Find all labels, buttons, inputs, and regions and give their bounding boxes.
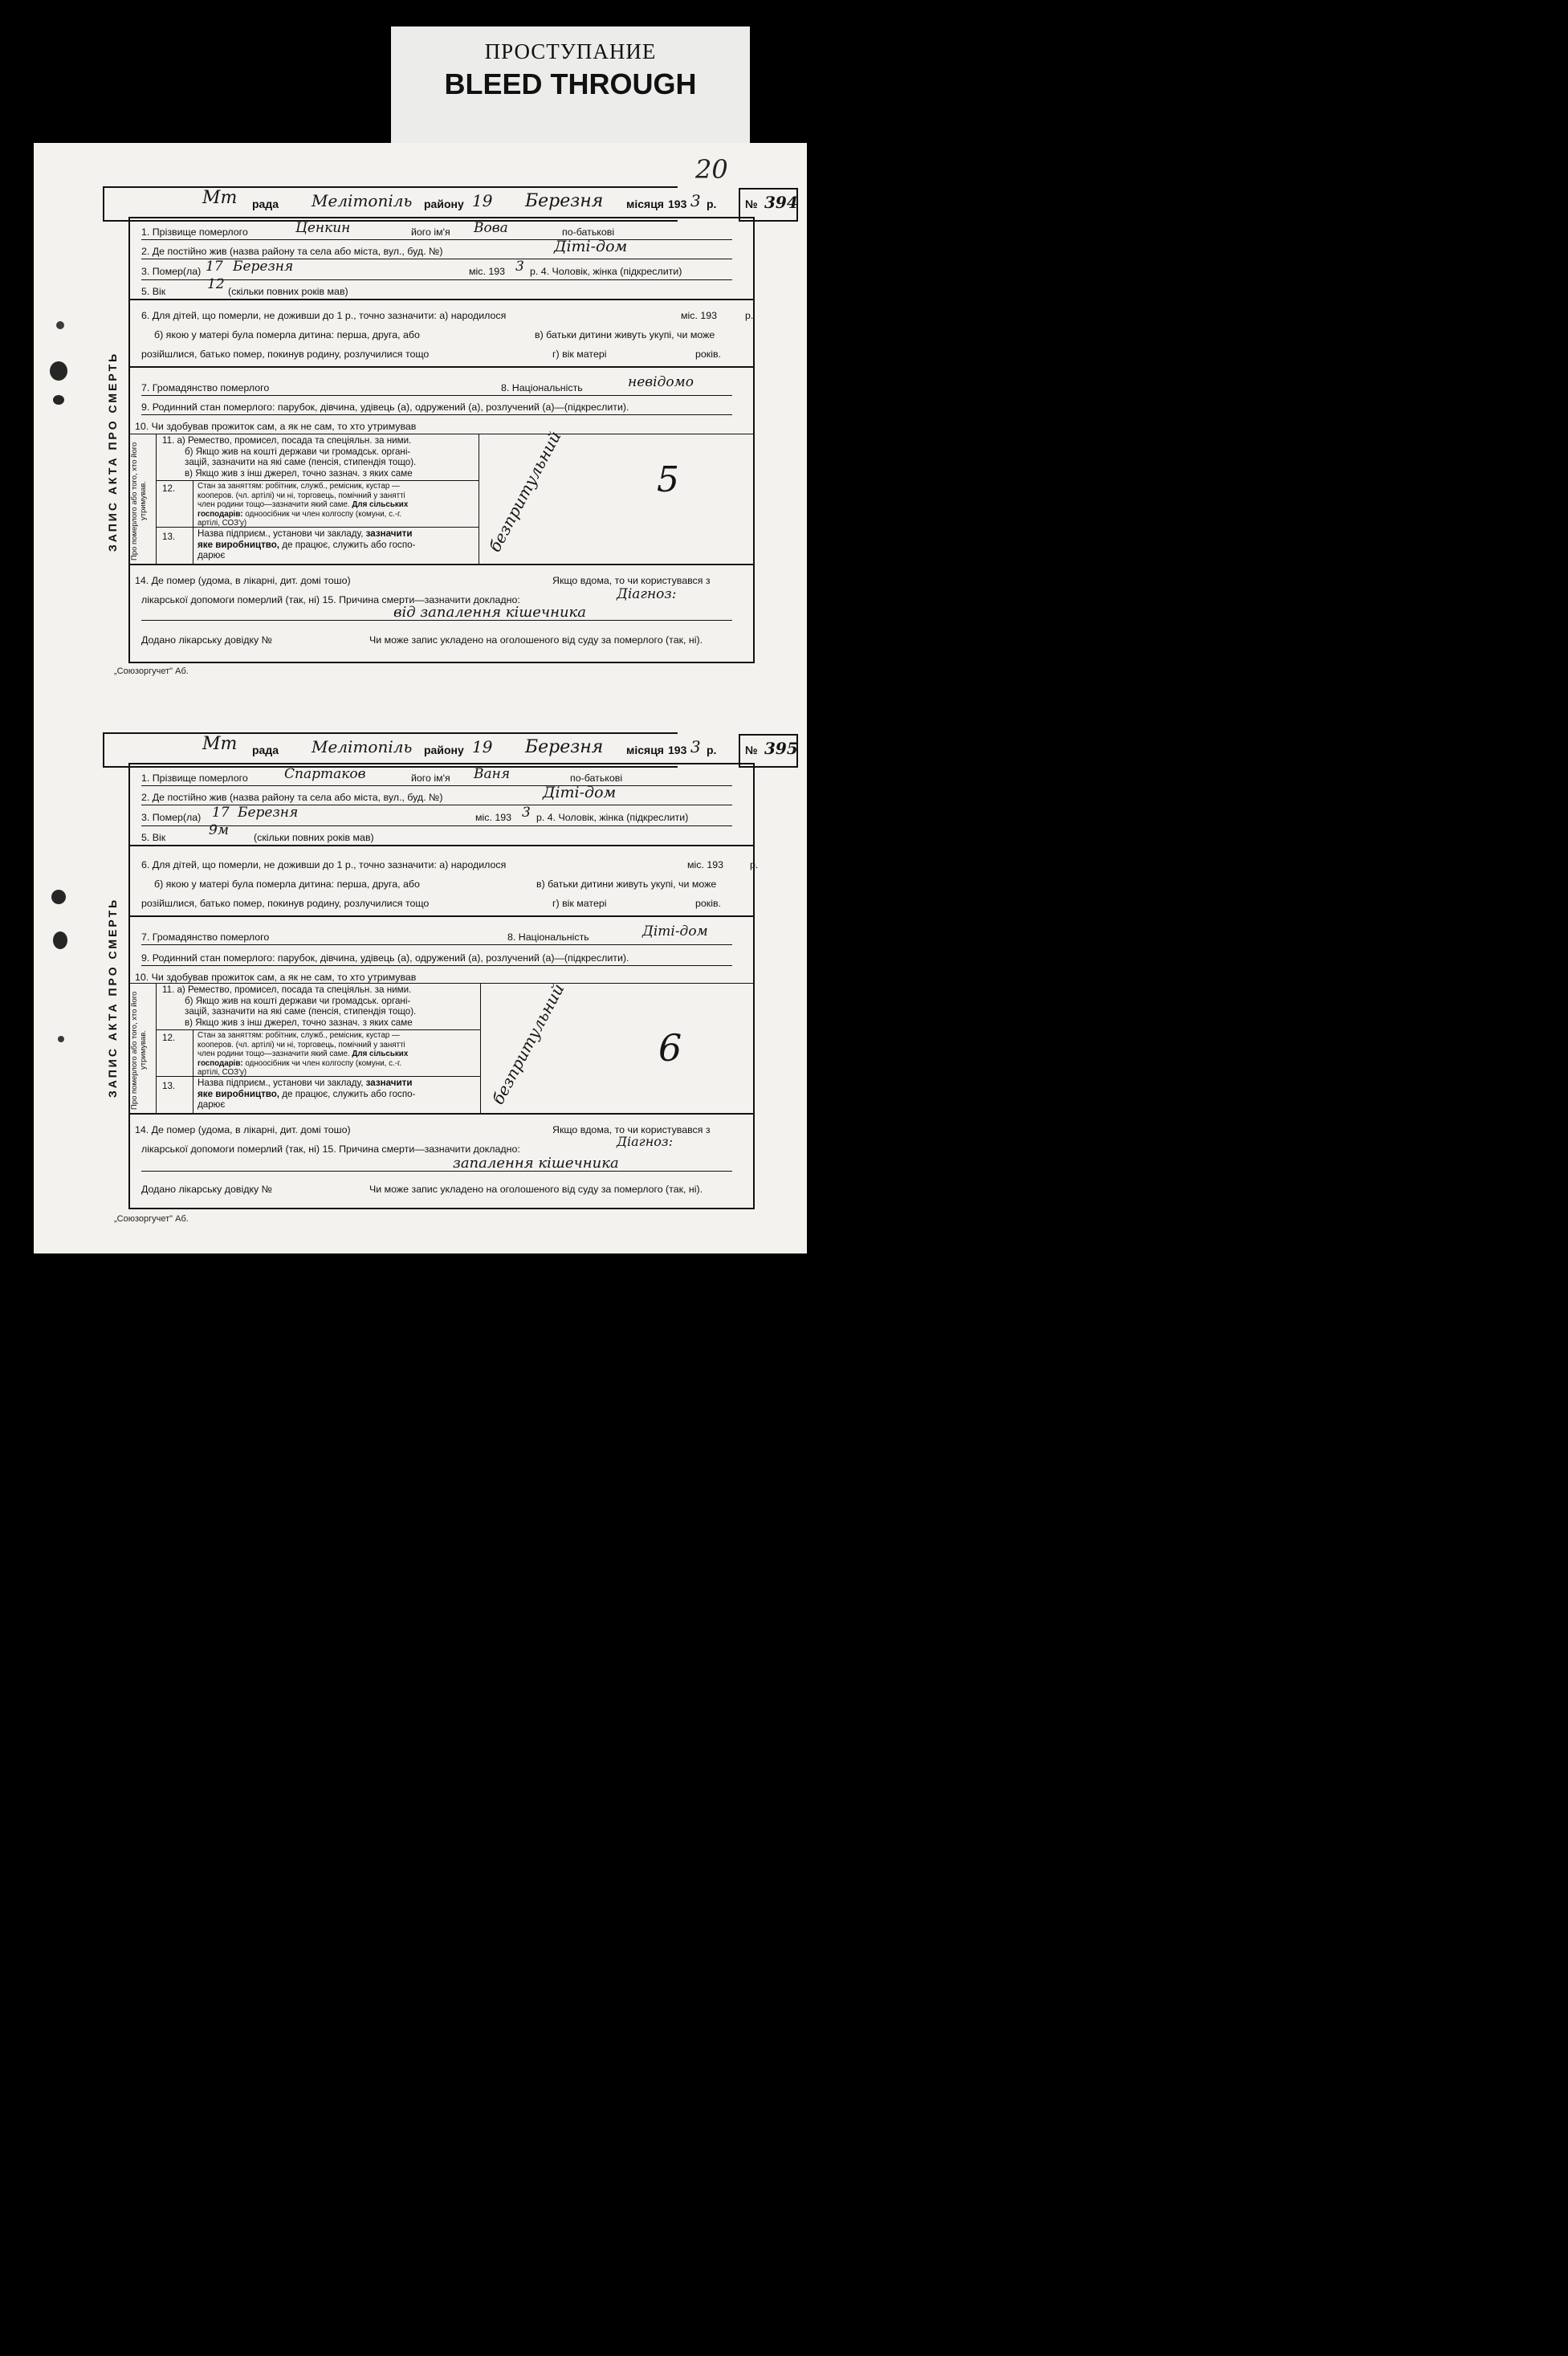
death-month-handwritten: Березня (233, 259, 294, 275)
age-note: (скільки повних років мав) (254, 832, 374, 843)
surname-label: 1. Прізвище померлого (141, 772, 248, 784)
support-label: 10. Чи здобував прожиток сам, а як не сам, то хто утримував (135, 972, 417, 983)
year-label: 193 (668, 744, 687, 756)
death-date-label: 3. Помер(ла) (141, 812, 202, 823)
raion-handwritten: Мелітопіль (312, 191, 413, 210)
child-born-year: р. (745, 310, 754, 321)
parents-label: в) батьки дитини живуть укупі, чи може (535, 329, 715, 340)
field-13-line3: дарює (198, 1099, 226, 1110)
nationality-label: 8. Національність (507, 931, 589, 943)
rule (128, 1113, 755, 1115)
printer-mark: „Союзоргучет" Аб. (114, 666, 189, 676)
patronymic-label: по-батькові (570, 772, 623, 784)
field-11b-line2: зацій, зазначити на які саме (пенсія, стипендія тощо). (185, 1006, 417, 1017)
first-name-handwritten: Вова (474, 220, 508, 236)
field-13-text (198, 528, 415, 561)
parents-label: в) батьки дитини живуть укупі, чи може (536, 878, 717, 890)
death-month-label: міс. 193 (475, 812, 512, 823)
mother-age-years: років. (695, 349, 721, 360)
age-label: 5. Вік (141, 286, 166, 297)
citizenship-label: 7. Громадянство померлого (141, 382, 270, 393)
court-record-label: Чи може запис укладено на оголошеного від суду за померлого (так, ні). (369, 634, 703, 646)
day-handwritten: 19 (472, 737, 493, 756)
field-13-line2b: де працює, служить або госпо- (282, 539, 416, 550)
home-death-label: Якщо вдома, то чи користувався з (552, 575, 711, 586)
field-11b-line1: б) Якщо жив на коштi держави чи громадськ. органі- (185, 995, 411, 1006)
cause-label: лікарської допомоги померлий (так, ні) 15. Причина смерти—зазначити докладно: (141, 1143, 520, 1155)
field-12-line4b: одноосібник чи член колгоспу (комуни, с.-г. (245, 509, 402, 519)
field-12-text (198, 482, 408, 528)
bleed-through-banner (391, 26, 750, 143)
death-record-2 (103, 732, 798, 1224)
year-suffix: р. (707, 198, 717, 210)
field-13-line2b: де працює, служить або госпо- (282, 1088, 416, 1099)
field-12-line3b: Для сільських (352, 1050, 409, 1058)
mother-age-years: років. (695, 898, 721, 909)
binding-punch (58, 1036, 64, 1042)
surname-label: 1. Прізвище померлого (141, 226, 248, 238)
field-1 (141, 226, 248, 238)
field-13-line1b: зазначити (365, 528, 413, 539)
death-day-handwritten: 17 (212, 805, 230, 821)
printer-mark: „Союзоргучет" Аб. (114, 1214, 189, 1224)
field-11c: в) Якщо жив з інш джерел, точно зазнач. з яких саме (185, 467, 413, 479)
death-place-label: 14. Де помер (удома, в лікарні, дит. домі тошо) (135, 575, 351, 586)
rule (128, 564, 755, 565)
number-sign: № (745, 744, 758, 756)
field-13-line1a: Назва підприєм., установи чи закладу, (198, 1078, 364, 1088)
child-order-label: б) якою у матері була померла дитина: перша, друга, або (154, 878, 420, 890)
field-12-line4a: господарів: (198, 509, 243, 519)
field-12-number: 12. (162, 1033, 176, 1043)
residence-handwritten: Діті-дом (554, 238, 628, 255)
field-13-line1b: зазначити (365, 1078, 413, 1088)
sex-label: р. 4. Чоловік, жінка (підкреслити) (530, 266, 682, 277)
child-born-month: міс. 193 (687, 859, 724, 870)
cause-handwritten: запалення кішечника (453, 1155, 619, 1172)
parents-status-label: розійшлися, батько помер, покинув родину, розлучилися тощо (141, 898, 430, 909)
rada-label: рада (252, 744, 279, 756)
occupation-handwritten: безпритульний (488, 980, 568, 1108)
rule (156, 1076, 480, 1077)
number-sign: № (745, 198, 758, 210)
field-13-line2 (198, 540, 415, 551)
field-11 (162, 435, 416, 479)
field-13-number: 13. (162, 532, 176, 542)
field-12-line3a: член родини тощо—зазначити який саме. (198, 1050, 350, 1058)
child-born-label: 6. Для дітей, що померли, не доживши до 1 р., точно зазначити: а) народилося (141, 859, 507, 870)
child-born-label: 6. Для дітей, що померли, не доживши до 1 р., точно зазначити: а) народилося (141, 310, 507, 321)
month-handwritten: Березня (525, 737, 604, 757)
rule (141, 825, 732, 826)
month-handwritten: Березня (525, 191, 604, 211)
page-number: 20 (695, 154, 728, 185)
ink-blot (53, 931, 67, 949)
rule (128, 299, 755, 300)
rule (128, 983, 755, 984)
field-11a: 11. а) Ремество, промисел, посада та спеціяльн. за ними. (162, 435, 412, 446)
rule (128, 915, 755, 917)
field-13-line3: дарює (198, 550, 226, 560)
first-name-handwritten: Ваня (474, 766, 511, 782)
year-digit-handwritten: 3 (690, 191, 701, 210)
field-13-line2a: яке виробництво, (198, 539, 280, 550)
occupation-handwritten: безпритульний (485, 427, 565, 556)
field-12-line4b: одноосібник чи член колгоспу (комуни, с.-г. (245, 1058, 402, 1068)
field-13-line1 (198, 1078, 415, 1089)
rule (156, 434, 157, 564)
mother-age-label: г) вік матері (552, 898, 607, 909)
rule (141, 414, 732, 415)
raion-label: району (424, 198, 464, 210)
banner-line-cyrillic: ПРОСТУПАНИЕ (484, 39, 657, 63)
field-12-line3a: член родини тощо—зазначити який саме. (198, 500, 350, 509)
death-year-digit-handwritten: 3 (515, 259, 524, 275)
parents-status-label: розійшлися, батько помер, покинув родину, розлучилися тощо (141, 349, 430, 360)
death-month-handwritten: Березня (238, 805, 299, 821)
rule (156, 527, 479, 528)
rule (156, 1029, 480, 1030)
cause-prefix-handwritten: Діагноз: (617, 1134, 674, 1149)
rule (156, 983, 157, 1113)
rule (141, 395, 732, 396)
support-label: 10. Чи здобував прожиток сам, а як не сам, то хто утримував (135, 421, 417, 432)
act-number-handwritten: 395 (764, 739, 798, 758)
court-record-label: Чи може запис укладено на оголошеного від суду за померлого (так, ні). (369, 1184, 703, 1195)
death-month-label: міс. 193 (469, 266, 506, 277)
day-handwritten: 19 (472, 191, 493, 210)
first-name-label: його ім'я (411, 226, 450, 238)
death-record-1 (103, 186, 798, 676)
age-label: 5. Вік (141, 832, 166, 843)
death-year-digit-handwritten: 3 (522, 805, 531, 821)
rule (128, 845, 755, 846)
marital-status-label: 9. Родинний стан померлого: парубок, дівчина, удівець (а), одружений (а), розлучений (а)—(підкреслити). (141, 401, 629, 413)
rada-handwritten: Мт (202, 734, 238, 754)
age-note: (скільки повних років мав) (228, 286, 348, 297)
field-13-number: 13. (162, 1081, 176, 1091)
code-handwritten: 6 (658, 1026, 682, 1070)
death-day-handwritten: 17 (206, 259, 223, 275)
field-12-line3b: Для сільських (352, 500, 409, 509)
child-born-month: міс. 193 (681, 310, 718, 321)
medical-cert-label: Додано лікарську довідку № (141, 1184, 272, 1195)
side-note: Про померлого або того, хто його утримував. (130, 991, 148, 1110)
code-handwritten: 5 (657, 459, 679, 500)
field-12-number: 12. (162, 483, 176, 494)
year-label: 193 (668, 198, 687, 210)
field-11 (162, 984, 416, 1028)
field-11b-line1: б) Якщо жив на коштi держави чи громадськ. органі- (185, 446, 411, 457)
field-12-line4a: господарів: (198, 1058, 243, 1068)
surname-handwritten: Спартаков (284, 766, 366, 782)
month-label: місяця (626, 744, 664, 756)
year-digit-handwritten: 3 (690, 737, 701, 756)
rule (141, 1171, 732, 1172)
nationality-label: 8. Національність (501, 382, 583, 393)
ink-blot (51, 890, 66, 904)
act-number-handwritten: 394 (764, 193, 798, 212)
child-order-label: б) якою у матері була померла дитина: перша, друга, або (154, 329, 420, 340)
field-13-line1a: Назва підприєм., установи чи закладу, (198, 528, 364, 539)
binding-punch (56, 321, 64, 329)
rada-label: рада (252, 198, 279, 210)
rada-handwritten: Мт (202, 188, 238, 208)
rule (141, 944, 732, 945)
residence-handwritten: Діті-дом (543, 784, 617, 801)
field-12-line2: кооперов. (чл. артілі) чи ні, торговець, помічний у занятті (198, 491, 405, 500)
rule (156, 480, 479, 481)
nationality-handwritten: Діті-дом (642, 923, 708, 940)
death-place-label: 14. Де помер (удома, в лікарні, дит. домі тошо) (135, 1124, 351, 1135)
rule (128, 366, 755, 368)
side-title: ЗАПИС АКТА ПРО СМЕРТЬ (106, 351, 119, 552)
rule (141, 965, 732, 966)
medical-cert-label: Додано лікарську довідку № (141, 634, 272, 646)
sex-label: р. 4. Чоловік, жінка (підкреслити) (536, 812, 689, 823)
field-12-line5: артілі, СОЗ'у) (198, 1068, 247, 1077)
age-handwritten: 9м (209, 822, 229, 838)
cause-handwritten: від запалення кішечника (393, 604, 587, 621)
month-label: місяця (626, 198, 664, 210)
raion-handwritten: Мелітопіль (312, 737, 413, 756)
citizenship-label: 7. Громадянство померлого (141, 931, 270, 943)
mother-age-label: г) вік матері (552, 349, 607, 360)
surname-handwritten: Ценкин (295, 220, 351, 236)
field-12-line5: артілі, СОЗ'у) (198, 519, 247, 528)
banner-line-english: BLEED THROUGH (444, 67, 697, 100)
field-13-line2a: яке виробництво, (198, 1088, 280, 1099)
rule (141, 279, 732, 280)
age-handwritten: 12 (207, 276, 225, 292)
child-born-year: р. (750, 859, 759, 870)
cause-label: лікарської допомоги померлий (так, ні) 15. Причина смерти—зазначити докладно: (141, 594, 520, 605)
cause-prefix-handwritten: Діагноз: (617, 586, 677, 602)
field-13-line1 (198, 528, 415, 540)
field-12-line4 (198, 510, 408, 520)
rule (141, 239, 732, 240)
field-12-line2: кооперов. (чл. артілі) чи ні, торговець, помічний у занятті (198, 1040, 405, 1050)
field-12-line1: Стан за заняттям: робітник, служб., ремісник, кустар — (198, 1031, 400, 1040)
patronymic-label: по-батькові (562, 226, 615, 238)
field-11b-line2: зацій, зазначити на які саме (пенсія, стипендія тощо). (185, 457, 417, 467)
residence-label: 2. Де постійно жив (назва району та села або міста, вул., буд. №) (141, 246, 443, 257)
ink-blot (53, 395, 64, 405)
nationality-handwritten: невідомо (628, 374, 694, 390)
field-11c: в) Якщо жив з інш джерел, точно зазнач. з яких саме (185, 1017, 413, 1028)
side-note: Про померлого або того, хто його утримував. (130, 442, 148, 560)
death-date-label: 3. Помер(ла) (141, 266, 202, 277)
field-11a: 11. а) Ремество, промисел, посада та спеціяльн. за ними. (162, 984, 412, 995)
rule (141, 785, 732, 786)
first-name-label: його ім'я (411, 772, 450, 784)
year-suffix: р. (707, 744, 717, 756)
rule (480, 983, 481, 1113)
ink-blot (50, 361, 67, 381)
field-12-line4 (198, 1059, 408, 1069)
field-12-text (198, 1031, 408, 1078)
field-12-line3 (198, 500, 408, 510)
field-12-line3 (198, 1050, 408, 1059)
field-12-line1: Стан за заняттям: робітник, служб., ремісник, кустар — (198, 482, 400, 491)
marital-status-label: 9. Родинний стан померлого: парубок, дівчина, удівець (а), одружений (а), розлучений (а)—(підкреслити). (141, 952, 629, 964)
rule (141, 620, 732, 621)
residence-label: 2. Де постійно жив (назва району та села або міста, вул., буд. №) (141, 792, 443, 803)
field-13-text (198, 1078, 415, 1111)
raion-label: району (424, 744, 464, 756)
field-13-line2 (198, 1089, 415, 1100)
side-title: ЗАПИС АКТА ПРО СМЕРТЬ (106, 897, 119, 1098)
home-death-label: Якщо вдома, то чи користувався з (552, 1124, 711, 1135)
